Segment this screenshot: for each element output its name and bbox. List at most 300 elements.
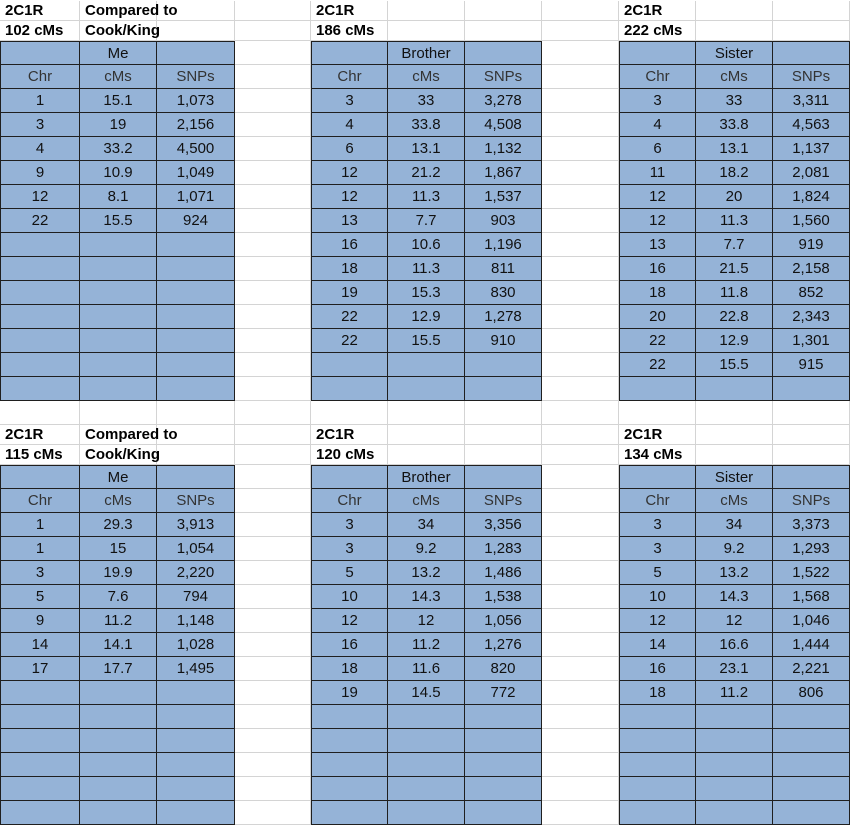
table-cell-empty[interactable]	[80, 377, 157, 401]
cms-cell[interactable]: 15.3	[388, 281, 465, 305]
table-cell-empty[interactable]	[157, 705, 235, 729]
chromosome-cell[interactable]: 12	[619, 185, 696, 209]
grid-cell[interactable]	[235, 281, 311, 305]
table-cell-empty[interactable]	[773, 777, 850, 801]
snps-cell[interactable]: 915	[773, 353, 850, 377]
table-cell-empty[interactable]	[0, 353, 80, 377]
table-cell-empty[interactable]	[311, 753, 388, 777]
chromosome-cell[interactable]: 1	[0, 89, 80, 113]
column-header[interactable]: cMs	[388, 65, 465, 89]
chromosome-cell[interactable]: 13	[311, 209, 388, 233]
chromosome-cell[interactable]: 4	[0, 137, 80, 161]
table-cell-empty[interactable]	[465, 753, 542, 777]
chromosome-cell[interactable]: 22	[619, 329, 696, 353]
grid-cell[interactable]	[542, 281, 619, 305]
table-cell-empty[interactable]	[0, 753, 80, 777]
chromosome-cell[interactable]: 4	[619, 113, 696, 137]
relative-label[interactable]: Me	[80, 465, 157, 489]
table-cell-empty[interactable]	[157, 377, 235, 401]
grid-cell[interactable]	[235, 801, 311, 825]
cms-cell[interactable]: 11.3	[388, 257, 465, 281]
grid-cell[interactable]	[542, 137, 619, 161]
column-header[interactable]: cMs	[80, 65, 157, 89]
grid-cell[interactable]	[235, 305, 311, 329]
table-cell-empty[interactable]	[157, 41, 235, 65]
snps-cell[interactable]: 1,278	[465, 305, 542, 329]
snps-cell[interactable]: 1,486	[465, 561, 542, 585]
cms-cell[interactable]: 33	[696, 89, 773, 113]
cms-cell[interactable]: 13.1	[696, 137, 773, 161]
table-cell-empty[interactable]	[311, 777, 388, 801]
grid-cell[interactable]	[465, 1, 542, 21]
table-cell-empty[interactable]	[157, 681, 235, 705]
cms-cell[interactable]: 15	[80, 537, 157, 561]
cms-cell[interactable]: 12.9	[696, 329, 773, 353]
table-cell-empty[interactable]	[157, 281, 235, 305]
cms-cell[interactable]: 11.8	[696, 281, 773, 305]
grid-cell[interactable]	[542, 537, 619, 561]
chromosome-cell[interactable]: 3	[0, 561, 80, 585]
table-cell-empty[interactable]	[465, 353, 542, 377]
table-cell-empty[interactable]	[0, 281, 80, 305]
grid-cell[interactable]	[235, 513, 311, 537]
cms-cell[interactable]: 7.7	[388, 209, 465, 233]
grid-cell[interactable]	[388, 401, 465, 425]
grid-cell[interactable]	[235, 489, 311, 513]
cms-cell[interactable]: 12	[388, 609, 465, 633]
grid-cell[interactable]	[696, 425, 773, 445]
grid-cell[interactable]	[542, 21, 619, 41]
grid-cell[interactable]	[235, 705, 311, 729]
snps-cell[interactable]: 2,343	[773, 305, 850, 329]
table-cell-empty[interactable]	[465, 777, 542, 801]
grid-cell[interactable]	[465, 21, 542, 41]
snps-cell[interactable]: 1,132	[465, 137, 542, 161]
cms-cell[interactable]: 7.6	[80, 585, 157, 609]
cms-cell[interactable]: 15.5	[696, 353, 773, 377]
table-cell-empty[interactable]	[0, 377, 80, 401]
grid-cell[interactable]	[235, 21, 311, 41]
cms-cell[interactable]: 19.9	[80, 561, 157, 585]
chromosome-cell[interactable]: 14	[619, 633, 696, 657]
table-cell-empty[interactable]	[773, 377, 850, 401]
grid-cell[interactable]	[235, 113, 311, 137]
snps-cell[interactable]: 924	[157, 209, 235, 233]
table-cell-empty[interactable]	[157, 353, 235, 377]
snps-cell[interactable]: 4,563	[773, 113, 850, 137]
table-cell-empty[interactable]	[311, 377, 388, 401]
grid-cell[interactable]	[696, 445, 773, 465]
snps-cell[interactable]: 1,054	[157, 537, 235, 561]
table-cell-empty[interactable]	[696, 377, 773, 401]
grid-cell[interactable]	[542, 729, 619, 753]
table-cell-empty[interactable]	[388, 801, 465, 825]
snps-cell[interactable]: 1,071	[157, 185, 235, 209]
snps-cell[interactable]: 1,049	[157, 161, 235, 185]
table-cell-empty[interactable]	[80, 281, 157, 305]
table-cell-empty[interactable]	[619, 465, 696, 489]
table-cell-empty[interactable]	[465, 41, 542, 65]
grid-cell[interactable]	[235, 561, 311, 585]
column-header[interactable]: cMs	[696, 65, 773, 89]
table-cell-empty[interactable]	[465, 377, 542, 401]
table-cell-empty[interactable]	[465, 801, 542, 825]
cms-cell[interactable]: 14.5	[388, 681, 465, 705]
snps-cell[interactable]: 910	[465, 329, 542, 353]
chromosome-cell[interactable]: 16	[311, 233, 388, 257]
snps-cell[interactable]: 1,824	[773, 185, 850, 209]
chromosome-cell[interactable]: 4	[311, 113, 388, 137]
table-cell-empty[interactable]	[80, 681, 157, 705]
grid-cell[interactable]	[542, 513, 619, 537]
cms-cell[interactable]: 11.3	[388, 185, 465, 209]
cms-cell[interactable]: 23.1	[696, 657, 773, 681]
column-header[interactable]: Chr	[0, 489, 80, 513]
grid-cell[interactable]	[542, 329, 619, 353]
grid-cell[interactable]	[235, 353, 311, 377]
grid-cell[interactable]	[157, 401, 235, 425]
chromosome-cell[interactable]: 22	[311, 305, 388, 329]
grid-cell[interactable]	[542, 489, 619, 513]
snps-cell[interactable]: 811	[465, 257, 542, 281]
table-cell-empty[interactable]	[0, 705, 80, 729]
cms-cell[interactable]: 21.2	[388, 161, 465, 185]
chromosome-cell[interactable]: 6	[311, 137, 388, 161]
relative-label[interactable]: Sister	[696, 41, 773, 65]
grid-cell[interactable]	[696, 401, 773, 425]
grid-cell[interactable]	[542, 609, 619, 633]
chromosome-cell[interactable]: 3	[619, 89, 696, 113]
cms-cell[interactable]: 33.8	[696, 113, 773, 137]
grid-cell[interactable]	[235, 329, 311, 353]
table-cell-empty[interactable]	[80, 329, 157, 353]
table-cell-empty[interactable]	[311, 41, 388, 65]
table-cell-empty[interactable]	[80, 233, 157, 257]
grid-cell[interactable]	[235, 41, 311, 65]
table-cell-empty[interactable]	[388, 705, 465, 729]
snps-cell[interactable]: 1,522	[773, 561, 850, 585]
grid-cell[interactable]	[235, 425, 311, 445]
grid-cell[interactable]	[235, 777, 311, 801]
chromosome-cell[interactable]: 16	[619, 657, 696, 681]
grid-cell[interactable]	[235, 161, 311, 185]
snps-cell[interactable]: 820	[465, 657, 542, 681]
chromosome-cell[interactable]: 17	[0, 657, 80, 681]
snps-cell[interactable]: 1,028	[157, 633, 235, 657]
chromosome-cell[interactable]: 22	[619, 353, 696, 377]
grid-cell[interactable]	[311, 401, 388, 425]
grid-cell[interactable]	[542, 161, 619, 185]
grid-cell[interactable]	[235, 65, 311, 89]
grid-cell[interactable]	[542, 705, 619, 729]
grid-cell[interactable]	[542, 377, 619, 401]
grid-cell[interactable]	[773, 1, 850, 21]
cms-cell[interactable]: 13.2	[388, 561, 465, 585]
cms-cell[interactable]: 10.9	[80, 161, 157, 185]
grid-cell[interactable]	[542, 209, 619, 233]
snps-cell[interactable]: 3,356	[465, 513, 542, 537]
grid-cell[interactable]	[235, 89, 311, 113]
column-header[interactable]: Chr	[619, 65, 696, 89]
chromosome-cell[interactable]: 10	[619, 585, 696, 609]
snps-cell[interactable]: 1,495	[157, 657, 235, 681]
grid-cell[interactable]	[0, 401, 80, 425]
grid-cell[interactable]	[235, 377, 311, 401]
grid-cell[interactable]	[235, 445, 311, 465]
table-cell-empty[interactable]	[157, 233, 235, 257]
chromosome-cell[interactable]: 3	[619, 537, 696, 561]
cms-cell[interactable]: 34	[696, 513, 773, 537]
snps-cell[interactable]: 794	[157, 585, 235, 609]
column-header[interactable]: Chr	[619, 489, 696, 513]
grid-cell[interactable]	[542, 185, 619, 209]
table-cell-empty[interactable]	[311, 801, 388, 825]
table-cell-empty[interactable]	[311, 729, 388, 753]
snps-cell[interactable]: 1,293	[773, 537, 850, 561]
cms-cell[interactable]: 8.1	[80, 185, 157, 209]
table-cell-empty[interactable]	[0, 41, 80, 65]
grid-cell[interactable]	[542, 561, 619, 585]
chromosome-cell[interactable]: 9	[0, 161, 80, 185]
cms-cell[interactable]: 12	[696, 609, 773, 633]
column-header[interactable]: SNPs	[157, 65, 235, 89]
table-cell-empty[interactable]	[696, 777, 773, 801]
table-cell-empty[interactable]	[157, 753, 235, 777]
cms-cell[interactable]: 21.5	[696, 257, 773, 281]
table-cell-empty[interactable]	[388, 753, 465, 777]
chromosome-cell[interactable]: 19	[311, 281, 388, 305]
snps-cell[interactable]: 772	[465, 681, 542, 705]
relative-label[interactable]: Sister	[696, 465, 773, 489]
grid-cell[interactable]	[235, 257, 311, 281]
chromosome-cell[interactable]: 5	[619, 561, 696, 585]
chromosome-cell[interactable]: 12	[311, 161, 388, 185]
snps-cell[interactable]: 3,278	[465, 89, 542, 113]
table-cell-empty[interactable]	[80, 257, 157, 281]
cms-cell[interactable]: 14.3	[388, 585, 465, 609]
snps-cell[interactable]: 806	[773, 681, 850, 705]
relative-label[interactable]: Brother	[388, 41, 465, 65]
table-cell-empty[interactable]	[0, 465, 80, 489]
grid-cell[interactable]	[542, 89, 619, 113]
table-cell-empty[interactable]	[80, 729, 157, 753]
table-cell-empty[interactable]	[0, 801, 80, 825]
table-cell-empty[interactable]	[80, 705, 157, 729]
chromosome-cell[interactable]: 3	[311, 537, 388, 561]
chromosome-cell[interactable]: 18	[619, 281, 696, 305]
chromosome-cell[interactable]: 19	[311, 681, 388, 705]
table-cell-empty[interactable]	[388, 353, 465, 377]
grid-cell[interactable]	[465, 401, 542, 425]
snps-cell[interactable]: 2,156	[157, 113, 235, 137]
snps-cell[interactable]: 1,137	[773, 137, 850, 161]
grid-cell[interactable]	[542, 425, 619, 445]
table-cell-empty[interactable]	[80, 353, 157, 377]
grid-cell[interactable]	[235, 137, 311, 161]
table-cell-empty[interactable]	[696, 705, 773, 729]
snps-cell[interactable]: 1,560	[773, 209, 850, 233]
table-cell-empty[interactable]	[773, 41, 850, 65]
table-cell-empty[interactable]	[696, 801, 773, 825]
snps-cell[interactable]: 1,538	[465, 585, 542, 609]
snps-cell[interactable]: 1,867	[465, 161, 542, 185]
grid-cell[interactable]	[542, 305, 619, 329]
grid-cell[interactable]	[542, 465, 619, 489]
table-cell-empty[interactable]	[619, 801, 696, 825]
table-cell-empty[interactable]	[773, 465, 850, 489]
chromosome-cell[interactable]: 3	[311, 513, 388, 537]
column-header[interactable]: SNPs	[773, 489, 850, 513]
table-cell-empty[interactable]	[157, 305, 235, 329]
table-cell-empty[interactable]	[80, 801, 157, 825]
column-header[interactable]: SNPs	[465, 65, 542, 89]
table-cell-empty[interactable]	[157, 329, 235, 353]
cms-cell[interactable]: 14.3	[696, 585, 773, 609]
snps-cell[interactable]: 1,301	[773, 329, 850, 353]
cms-cell[interactable]: 13.2	[696, 561, 773, 585]
snps-cell[interactable]: 1,056	[465, 609, 542, 633]
chromosome-cell[interactable]: 22	[311, 329, 388, 353]
table-cell-empty[interactable]	[773, 753, 850, 777]
grid-cell[interactable]	[465, 425, 542, 445]
grid-cell[interactable]	[542, 257, 619, 281]
table-cell-empty[interactable]	[157, 257, 235, 281]
grid-cell[interactable]	[696, 1, 773, 21]
snps-cell[interactable]: 2,220	[157, 561, 235, 585]
chromosome-cell[interactable]: 16	[619, 257, 696, 281]
table-cell-empty[interactable]	[619, 777, 696, 801]
table-cell-empty[interactable]	[696, 753, 773, 777]
grid-cell[interactable]	[235, 609, 311, 633]
column-header[interactable]: SNPs	[465, 489, 542, 513]
table-cell-empty[interactable]	[0, 729, 80, 753]
cms-cell[interactable]: 9.2	[388, 537, 465, 561]
cms-cell[interactable]: 9.2	[696, 537, 773, 561]
chromosome-cell[interactable]: 5	[311, 561, 388, 585]
cms-cell[interactable]: 17.7	[80, 657, 157, 681]
table-cell-empty[interactable]	[773, 705, 850, 729]
cms-cell[interactable]: 15.5	[80, 209, 157, 233]
table-cell-empty[interactable]	[311, 705, 388, 729]
grid-cell[interactable]	[235, 537, 311, 561]
cms-cell[interactable]: 33.2	[80, 137, 157, 161]
snps-cell[interactable]: 903	[465, 209, 542, 233]
chromosome-cell[interactable]: 3	[311, 89, 388, 113]
table-cell-empty[interactable]	[0, 257, 80, 281]
cms-cell[interactable]: 22.8	[696, 305, 773, 329]
grid-cell[interactable]	[465, 445, 542, 465]
chromosome-cell[interactable]: 3	[0, 113, 80, 137]
grid-cell[interactable]	[542, 777, 619, 801]
grid-cell[interactable]	[542, 753, 619, 777]
table-cell-empty[interactable]	[80, 777, 157, 801]
table-cell-empty[interactable]	[465, 705, 542, 729]
table-cell-empty[interactable]	[619, 705, 696, 729]
table-cell-empty[interactable]	[0, 681, 80, 705]
table-cell-empty[interactable]	[619, 729, 696, 753]
grid-cell[interactable]	[235, 585, 311, 609]
table-cell-empty[interactable]	[0, 305, 80, 329]
relative-label[interactable]: Me	[80, 41, 157, 65]
grid-cell[interactable]	[542, 1, 619, 21]
snps-cell[interactable]: 919	[773, 233, 850, 257]
table-cell-empty[interactable]	[157, 465, 235, 489]
cms-cell[interactable]: 11.6	[388, 657, 465, 681]
chromosome-cell[interactable]: 11	[619, 161, 696, 185]
snps-cell[interactable]: 2,081	[773, 161, 850, 185]
column-header[interactable]: SNPs	[157, 489, 235, 513]
chromosome-cell[interactable]: 6	[619, 137, 696, 161]
table-cell-empty[interactable]	[0, 329, 80, 353]
chromosome-cell[interactable]: 12	[311, 609, 388, 633]
snps-cell[interactable]: 3,373	[773, 513, 850, 537]
cms-cell[interactable]: 18.2	[696, 161, 773, 185]
table-cell-empty[interactable]	[619, 377, 696, 401]
column-header[interactable]: cMs	[388, 489, 465, 513]
cms-cell[interactable]: 11.3	[696, 209, 773, 233]
grid-cell[interactable]	[542, 353, 619, 377]
snps-cell[interactable]: 1,537	[465, 185, 542, 209]
grid-cell[interactable]	[773, 401, 850, 425]
cms-cell[interactable]: 33	[388, 89, 465, 113]
chromosome-cell[interactable]: 12	[311, 185, 388, 209]
grid-cell[interactable]	[542, 585, 619, 609]
chromosome-cell[interactable]: 1	[0, 537, 80, 561]
grid-cell[interactable]	[696, 21, 773, 41]
table-cell-empty[interactable]	[773, 801, 850, 825]
cms-cell[interactable]: 10.6	[388, 233, 465, 257]
table-cell-empty[interactable]	[157, 729, 235, 753]
table-cell-empty[interactable]	[619, 753, 696, 777]
grid-cell[interactable]	[542, 657, 619, 681]
grid-cell[interactable]	[235, 753, 311, 777]
chromosome-cell[interactable]: 16	[311, 633, 388, 657]
snps-cell[interactable]: 2,221	[773, 657, 850, 681]
cms-cell[interactable]: 29.3	[80, 513, 157, 537]
cms-cell[interactable]: 12.9	[388, 305, 465, 329]
table-cell-empty[interactable]	[388, 377, 465, 401]
table-cell-empty[interactable]	[0, 777, 80, 801]
chromosome-cell[interactable]: 18	[311, 257, 388, 281]
grid-cell[interactable]	[773, 445, 850, 465]
grid-cell[interactable]	[235, 401, 311, 425]
table-cell-empty[interactable]	[696, 729, 773, 753]
chromosome-cell[interactable]: 18	[619, 681, 696, 705]
cms-cell[interactable]: 15.5	[388, 329, 465, 353]
cms-cell[interactable]: 34	[388, 513, 465, 537]
cms-cell[interactable]: 33.8	[388, 113, 465, 137]
snps-cell[interactable]: 1,073	[157, 89, 235, 113]
grid-cell[interactable]	[235, 185, 311, 209]
column-header[interactable]: Chr	[0, 65, 80, 89]
snps-cell[interactable]: 3,913	[157, 513, 235, 537]
table-cell-empty[interactable]	[465, 729, 542, 753]
grid-cell[interactable]	[542, 41, 619, 65]
grid-cell[interactable]	[388, 21, 465, 41]
chromosome-cell[interactable]: 13	[619, 233, 696, 257]
grid-cell[interactable]	[542, 633, 619, 657]
relative-label[interactable]: Brother	[388, 465, 465, 489]
snps-cell[interactable]: 1,276	[465, 633, 542, 657]
column-header[interactable]: Chr	[311, 489, 388, 513]
grid-cell[interactable]	[542, 113, 619, 137]
chromosome-cell[interactable]: 12	[619, 609, 696, 633]
grid-cell[interactable]	[235, 633, 311, 657]
grid-cell[interactable]	[542, 65, 619, 89]
grid-cell[interactable]	[542, 401, 619, 425]
table-cell-empty[interactable]	[157, 777, 235, 801]
grid-cell[interactable]	[235, 729, 311, 753]
